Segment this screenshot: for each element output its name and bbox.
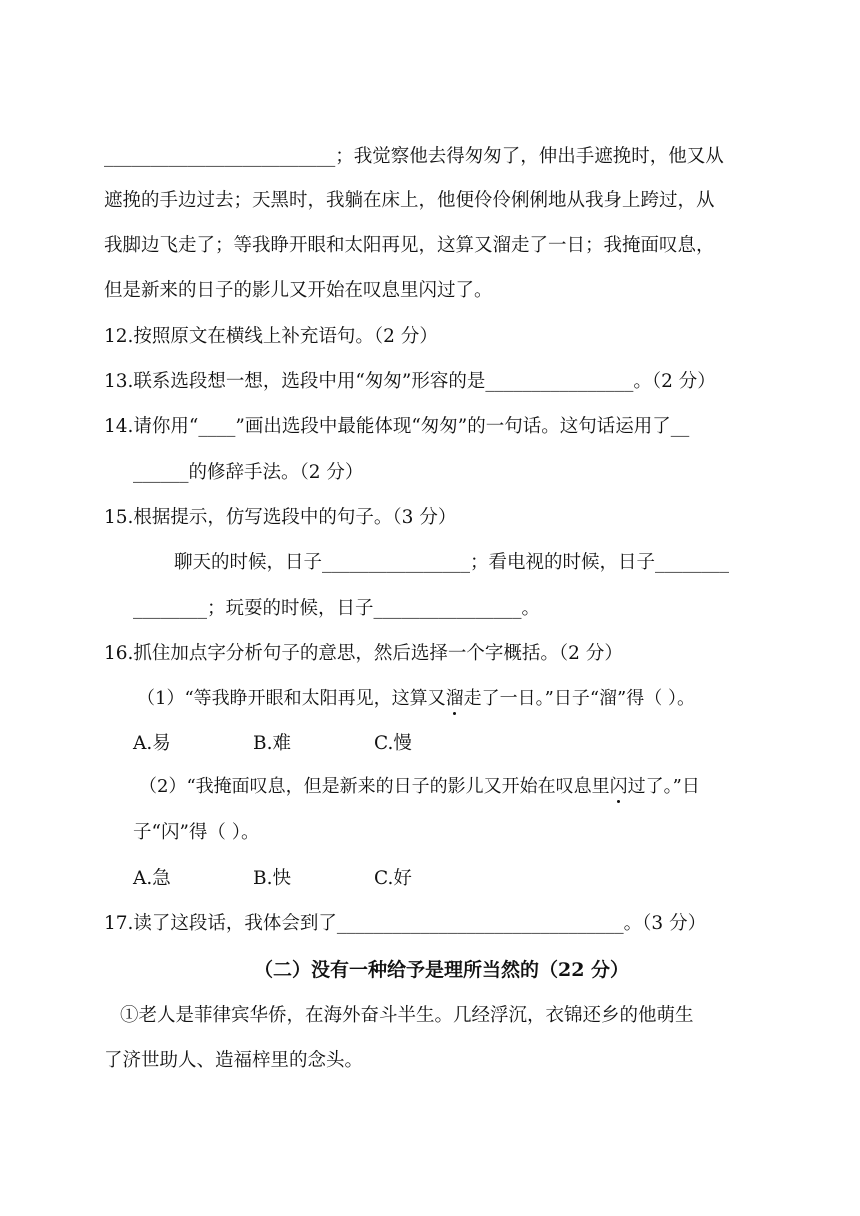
section-paragraph-line-1: ①老人是菲律宾华侨，在海外奋斗半生。几经浮沉，衣锦还乡的他萌生 <box>120 1005 694 1026</box>
question-13: 13.联系选段想一想，选段中用“匆匆”形容的是________________。（2 分） <box>104 371 716 392</box>
section-paragraph-line-2: 了济世助人、造福梓里的念头。 <box>104 1050 364 1071</box>
passage-line-3: 我脚边飞走了；等我睁开眼和太阳再见，这算又溜走了一日；我掩面叹息， <box>104 235 715 256</box>
emphasis-dot-shan: 闪 <box>610 774 628 800</box>
passage-line-4: 但是新来的日子的影儿又开始在叹息里闪过了。 <box>104 280 493 301</box>
question-17: 17.读了这段话，我体会到了_______________________________。（3 分） <box>104 913 707 934</box>
question-16-part-2: （2）“我掩面叹息，但是新来的日子的影儿又开始在叹息里闪过了。”日 <box>139 774 700 800</box>
passage-line-2: 遮挽的手边过去；天黑时，我躺在床上，他便伶伶俐俐地从我身上跨过，从 <box>104 190 715 211</box>
question-16-options-1 <box>133 731 412 757</box>
question-12: 12.按照原文在横线上补充语句。（2 分） <box>104 326 438 347</box>
option-a: A.易 <box>133 733 171 754</box>
question-16-part-1: （1）“等我睁开眼和太阳再见，这算又溜走了一日。”日子“溜”得（ ）。 <box>137 686 695 712</box>
option-a: A.急 <box>133 868 171 889</box>
passage-line-1: _________________________；我觉察他去得匆匆了，伸出手遮挽时，他又从 <box>104 146 724 167</box>
question-15: 15.根据提示，仿写选段中的句子。（3 分） <box>104 507 457 528</box>
option-b: B.快 <box>253 868 291 889</box>
question-14-line-1: 14.请你用“____”画出选段中最能体现“匆匆”的一句话。这句话运用了__ <box>104 416 690 437</box>
question-16-options-2 <box>133 866 412 892</box>
question-16: 16.抓住加点字分析句子的意思，然后选择一个字概括。（2 分） <box>104 643 623 664</box>
emphasis-dot-liu: 溜 <box>446 686 464 712</box>
question-15-sentence-1: 聊天的时候，日子________________；看电视的时候，日子________ <box>174 552 730 573</box>
section-title: （二）没有一种给予是理所当然的（22 分） <box>254 959 630 981</box>
question-16-part-2-line-2: 子“闪”得（ ）。 <box>133 822 260 843</box>
option-b: B.难 <box>253 733 291 754</box>
question-15-sentence-2: ________；玩耍的时候，日子________________。 <box>133 598 541 619</box>
question-14-line-2: ______的修辞手法。（2 分） <box>133 462 364 483</box>
option-c: C.好 <box>374 868 412 889</box>
option-c: C.慢 <box>374 733 412 754</box>
